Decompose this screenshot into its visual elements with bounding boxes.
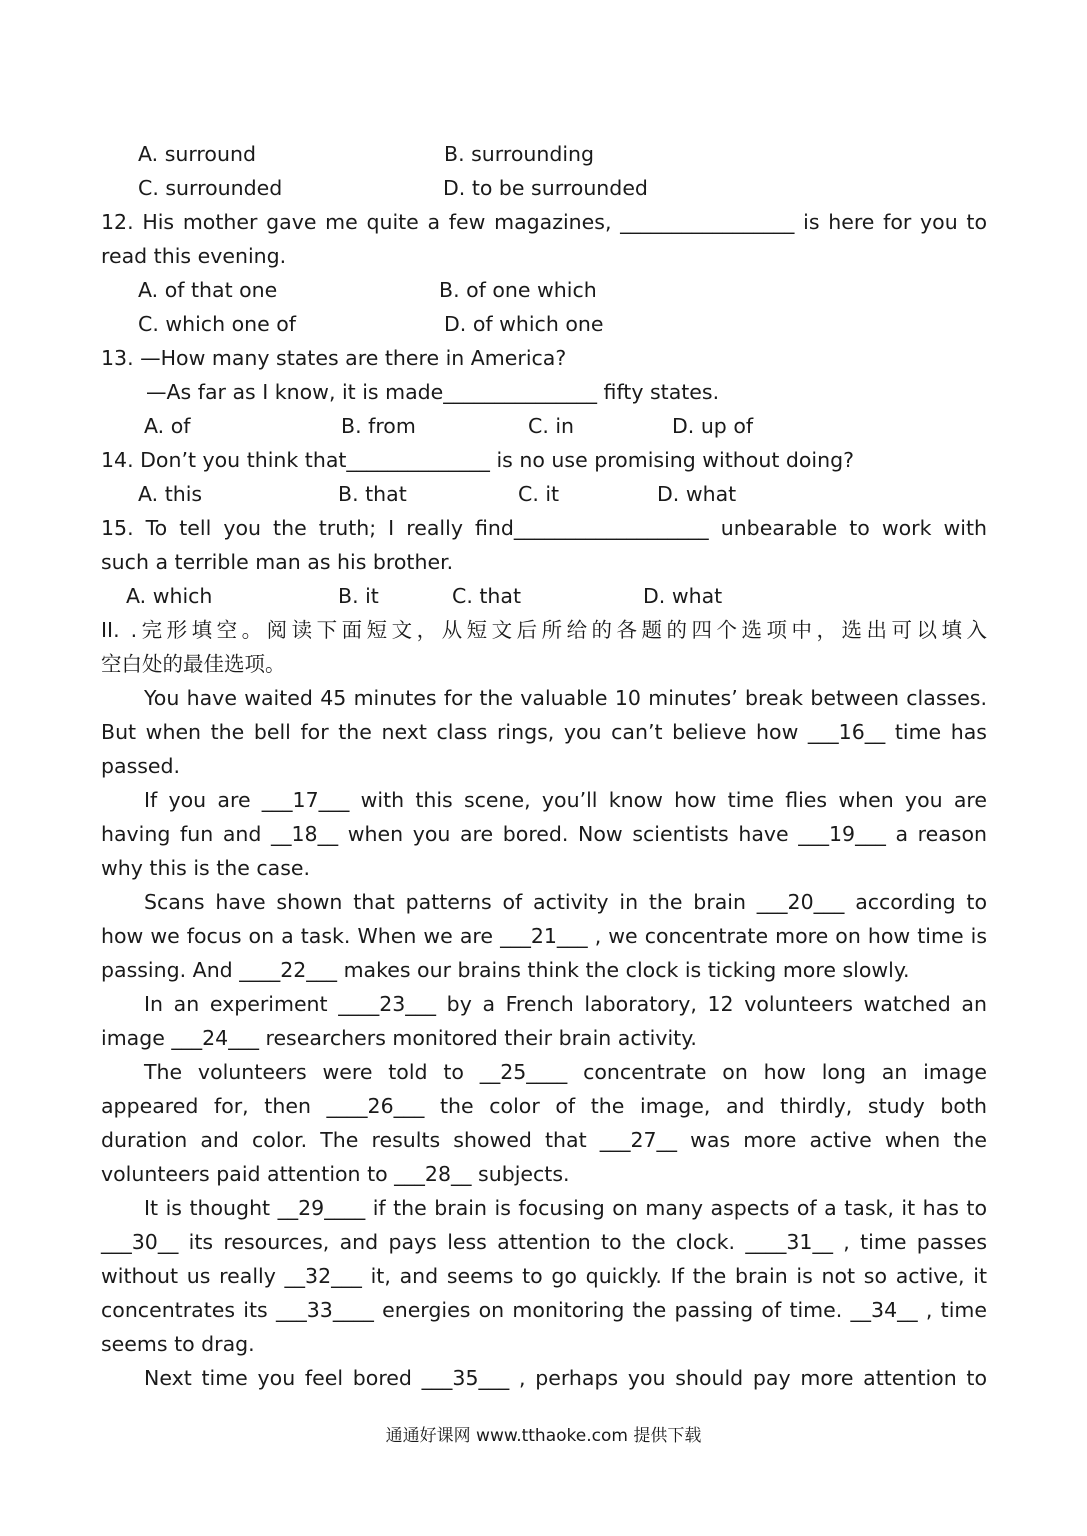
passage-line: Next time you feel bored ___35___ , perhaps you should pay more attention to [144, 1366, 987, 1390]
passage-line: The volunteers were told to __25____ concentrate on how long an image [144, 1060, 987, 1084]
q13-stem-line2: —As far as I know, it is made_______________ fifty states. [146, 380, 720, 404]
passage-line: If you are ___17___ with this scene, you’ll know how time flies when you are [144, 788, 987, 812]
passage-line: duration and color. The results showed that ___27__ was more active when the [101, 1128, 987, 1152]
q11-option-c: C. surrounded [138, 176, 283, 200]
q14-option-b: B. that [338, 482, 407, 506]
passage-line: passing. And ____22___ makes our brains think the clock is ticking more slowly. [101, 958, 910, 982]
q14-stem-line1: 14. Don’t you think that______________ is no use promising without doing? [101, 448, 855, 472]
q14-option-a: A. this [138, 482, 203, 506]
passage-line: concentrates its ___33____ energies on monitoring the passing of time. __34__ , time [101, 1298, 987, 1322]
page-footer: 通通好课网 www.tthaoke.com 提供下载 [385, 1426, 702, 1446]
q12-option-b: B. of one which [439, 278, 597, 302]
q13-option-a: A. of [144, 414, 191, 438]
q12-option-a: A. of that one [138, 278, 278, 302]
passage-line: appeared for, then ____26___ the color of the image, and thirdly, study both [101, 1094, 987, 1118]
passage-line: In an experiment ____23___ by a French laboratory, 12 volunteers watched an [144, 992, 987, 1016]
passage-line: volunteers paid attention to ___28__ subjects. [101, 1162, 570, 1186]
passage-line: image ___24___ researchers monitored their brain activity. [101, 1026, 697, 1050]
q12-option-c: C. which one of [138, 312, 297, 336]
q12-stem-line1: 12. His mother gave me quite a few magazines, _________________ is here for you to [101, 210, 987, 234]
passage-line: Scans have shown that patterns of activity in the brain ___20___ according to [144, 890, 987, 914]
q11-option-a: A. surround [138, 142, 256, 166]
passage-line: passed. [101, 754, 181, 778]
q15-option-b: B. it [338, 584, 379, 608]
q13-option-c: C. in [528, 414, 575, 438]
passage-line: seems to drag. [101, 1332, 255, 1356]
passage-line: ___30__ its resources, and pays less attention to the clock. ____31__ , time passes [101, 1230, 987, 1254]
q14-option-c: C. it [518, 482, 560, 506]
q15-option-d: D. what [643, 584, 723, 608]
q15-option-c: C. that [452, 584, 521, 608]
passage-line: why this is the case. [101, 856, 311, 880]
q15-stem-line1: 15. To tell you the truth; I really find___________________ unbearable to work with [101, 516, 987, 540]
section2-heading-line1: II. .完形填空。阅读下面短文，从短文后所给的各题的四个选项中，选出可以填入 [101, 618, 987, 642]
passage-line: without us really __32___ it, and seems to go quickly. If the brain is not so active, it [101, 1264, 987, 1288]
q15-stem-line2: such a terrible man as his brother. [101, 550, 454, 574]
passage-line: how we focus on a task. When we are ___21___ , we concentrate more on how time is [101, 924, 987, 948]
q13-stem-line1: 13. —How many states are there in America? [101, 346, 567, 370]
q11-option-d: D. to be surrounded [443, 176, 648, 200]
passage-line: But when the bell for the next class rings, you can’t believe how ___16__ time has [101, 720, 987, 744]
q12-stem-line2: read this evening. [101, 244, 287, 268]
section2-heading-line2: 空白处的最佳选项。 [101, 652, 286, 676]
q13-option-b: B. from [341, 414, 416, 438]
q15-option-a: A. which [126, 584, 213, 608]
q12-option-d: D. of which one [444, 312, 604, 336]
q13-option-d: D. up of [672, 414, 754, 438]
q14-option-d: D. what [657, 482, 737, 506]
passage-line: having fun and __18__ when you are bored. Now scientists have ___19___ a reason [101, 822, 987, 846]
passage-line: You have waited 45 minutes for the valuable 10 minutes’ break between classes. [144, 686, 987, 710]
q11-option-b: B. surrounding [444, 142, 595, 166]
passage-line: It is thought __29____ if the brain is focusing on many aspects of a task, it has to [144, 1196, 987, 1220]
